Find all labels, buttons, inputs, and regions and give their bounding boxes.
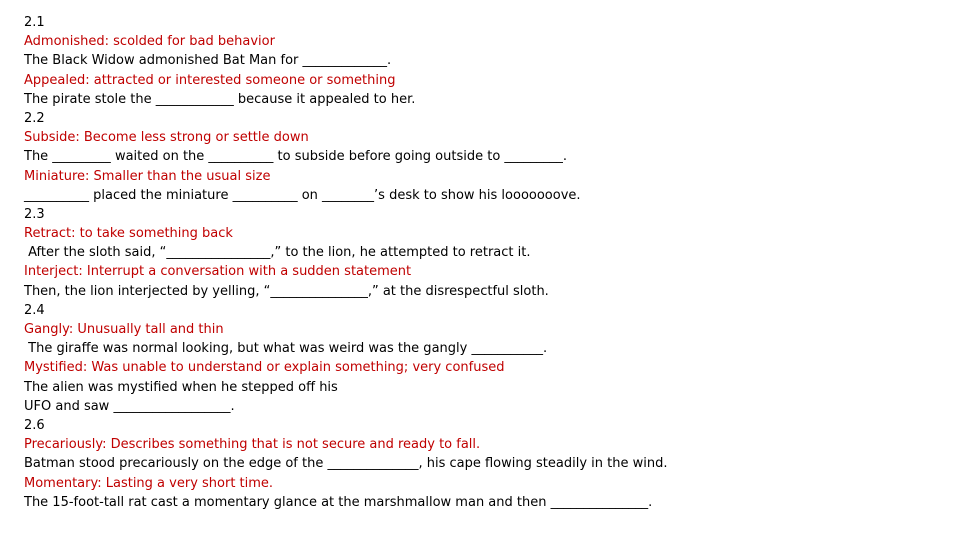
sentence-mystified-part-1: The alien was mystified when he stepped off his [24,379,338,395]
definition-retract: Retract: to take something back [24,226,233,242]
definition-mystified: Mystified: Was unable to understand or explain something; very confused [24,360,505,376]
sentence-subside: The _________ waited on the __________ to subside before going outside to _________. [24,149,568,165]
section-number-2-6: 2.6 [24,417,45,433]
vocabulary-list [24,13,944,512]
section-number-2-1: 2.1 [24,15,45,30]
sentence-momentary: The 15-foot-tall rat cast a momentary glance at the marshmallow man and then _______________. [24,494,653,510]
sentence-precariously: Batman stood precariously on the edge of the ______________, his cape flowing steadily in the wind. [24,456,668,472]
definition-appealed: Appealed: attracted or interested someone or something [24,72,396,88]
sentence-interject: Then, the lion interjected by yelling, “_______________,” at the disrespectful sloth. [24,283,549,299]
definition-precariously: Precariously: Describes something that is not secure and ready to fall. [24,437,481,453]
definition-momentary: Momentary: Lasting a very short time. [24,475,274,491]
sentence-gangly: The giraffe was normal looking, but what was weird was the gangly ___________. [24,341,548,357]
definition-admonished: Admonished: scolded for bad behavior [24,34,275,50]
section-number-2-4: 2.4 [24,302,45,318]
sentence-mystified-part-2: UFO and saw __________________. [24,398,235,414]
definition-miniature: Miniature: Smaller than the usual size [24,168,271,184]
definition-subside: Subside: Become less strong or settle down [24,130,309,146]
section-number-2-3: 2.3 [24,206,45,222]
definition-gangly: Gangly: Unusually tall and thin [24,322,224,337]
sentence-admonished: The Black Widow admonished Bat Man for _____________. [24,53,392,69]
definition-interject: Interject: Interrupt a conversation with a sudden statement [24,264,412,280]
section-number-2-2: 2.2 [24,110,45,126]
sentence-appealed: The pirate stole the ____________ because it appealed to her. [24,91,416,107]
sentence-retract: After the sloth said, “________________,” to the lion, he attempted to retract it. [24,245,531,261]
sentence-miniature: __________ placed the miniature __________ on ________’s desk to show his looooooove. [24,187,581,203]
